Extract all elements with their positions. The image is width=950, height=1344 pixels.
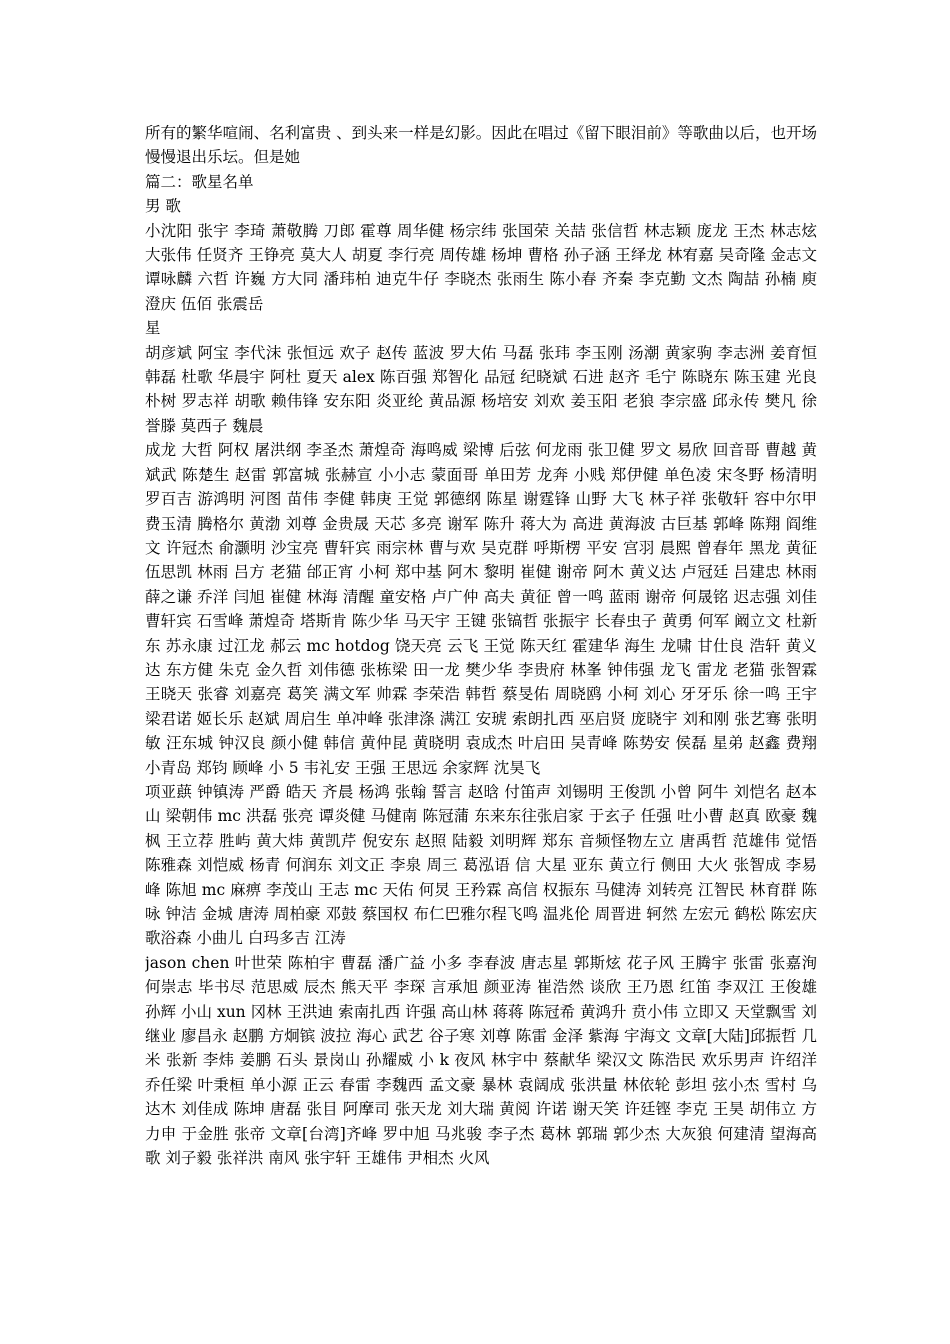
singer-list-paragraph-3: 成龙 大哲 阿权 屠洪纲 李圣杰 萧煌奇 海鸣威 梁博 后弦 何龙雨 张卫健 罗文 易欣 回音哥 曹越 黄斌武 陈楚生 赵雷 郭富城 张赫宣 小小志 蒙面哥 单田芳 龙奔 小贱 郑伊健 单色凌 宋冬野 杨清明 罗百吉 游鸿明 河图 苗伟 李健 韩庚 王觉 郭德纲 陈星 谢霆锋 山野 大飞 林子祥 张敬轩 容中尔甲费玉清 腾格尔 黄渤 刘尊 金贵晟 天芯 多亮 谢军 陈升 蒋大为 高进 黄海波 古巨基 郭峰 陈翔 阎维文 许冠杰 俞灏明 沙宝亮 曹轩宾 雨宗林 曹与欢 吴克群 呼斯楞 平安 宫羽 晨熙 曾春年 黑龙 黄征 伍思凯 林雨 吕方 老猫 邰正宵 小柯 郑中基 阿木 黎明 崔健 谢帝 阿木 黄义达 卢冠廷 吕建忠 林雨 薛之谦 乔洋 闫旭 崔健 林海 清醒 童安格 卢广仲 高夫 黄征 曾一鸣 蓝雨 谢帝 何晟铭 迟志强 刘佳 曹轩宾 石雪峰 萧煌奇 塔斯肯 陈少华 马天宇 王键 张镐哲 张振宇 长春虫子 黄勇 何军 阚立文 杜新东 苏永康 过江龙 郝云 mc hotdog 饶天亮 云飞 王觉 陈天红 霍建华 海生 龙啸 甘仕良 浩轩 黄义达 东方健 朱克 金久哲 刘伟德 张栋梁 田一龙 樊少华 李贵府 林峯 钟伟强 龙飞 雷龙 老猫 张智霖 王晓天 张睿 刘嘉亮 葛笑 满文军 帅霖 李荣浩 韩哲 蔡旻佑 周晓鸥 小柯 刘心 牙牙乐 徐一鸣 王宇 梁君诺 姬长乐 赵斌 周启生 单冲峰 张津涤 满江 安琥 索朗扎西 巫启贤 庞晓宇 刘和刚 张艺骞 张明敏 汪东城 钟汉良 颜小健 韩信 黄仲昆 黄晓明 袁成杰 叶启田 吴青峰 陈势安 侯磊 星弟 赵鑫 费翔 小青岛 郑钧 顾峰 小 5 韦礼安 王强 王思远 余家辉 沈昊飞 [145,441,817,777]
singer-list-paragraph-2: 胡彦斌 阿宝 李代沫 张恒远 欢子 赵传 蓝波 罗大佑 马磊 张玮 李玉刚 汤潮 黄家驹 李志洲 姜育恒 韩磊 杜歌 华晨宇 阿杜 夏天 alex 陈百强 郑智化 品冠 纪晓斌 石进 赵齐 毛宁 陈晓东 陈玉建 光良 朴树 罗志祥 胡歌 赖伟锋 安东阳 炎亚纶 黄品源 杨培安 刘欢 姜玉阳 老狼 李宗盛 邱永传 樊凡 徐誉滕 莫西子 魏晨 [145,343,817,435]
singer-list-paragraph-1: 小沈阳 张宇 李琦 萧敬腾 刀郎 霍尊 周华健 杨宗纬 张国荣 关喆 张信哲 林志颖 庞龙 王杰 林志炫 大张伟 任贤齐 王铮亮 莫大人 胡夏 李行亮 周传雄 杨坤 曹格 孙子涵 王绎龙 林宥嘉 吴奇隆 金志文 谭咏麟 六哲 许巍 方大同 潘玮柏 迪克牛仔 李晓杰 张雨生 陈小春 齐秦 李克勤 文杰 陶喆 孙楠 庾澄庆 伍佰 张震岳 [145,221,817,313]
star-heading: 星 [145,319,161,338]
section-heading: 篇二：歌星名单 [145,172,254,191]
singer-list-paragraph-5: jason chen 叶世荣 陈柏宇 曹磊 潘广益 小多 李春波 唐志星 郭斯炫 花子风 王腾宇 张雷 张嘉洵 何崇志 毕书尽 范思威 辰杰 熊天平 李琛 言承旭 颜亚涛 崔浩然 谈欣 王乃恩 红笛 李双江 王俊雄 孙辉 小山 xun 冈林 王洪迪 索南扎西 许强 高山林 蒋蒋 陈冠希 黄鸿升 贲小伟 立即又 天堂飘雪 刘继业 廖昌永 赵鹏 方炯镔 波拉 海心 武艺 谷子寒 刘尊 陈雷 金泽 紫海 宇海文 文章[大陆]邱振哲 几米 张新 李炜 姜鹏 石头 景岗山 孙耀威 小 k 夜风 林宇中 蔡献华 梁汉文 陈浩民 欢乐男声 许绍洋 乔任梁 叶秉桓 单小源 正云 春雷 李魏西 孟文豪 暴林 袁阔成 张洪量 林依轮 彭坦 弦小杰 雪村 乌达木 刘佳成 陈坤 唐磊 张目 阿摩司 张天龙 刘大瑞 黄阅 许诺 谢天笑 许廷铿 李克 王昊 胡伟立 方力申 于金胜 张帝 文章[台湾]齐峰 罗中旭 马兆骏 李子杰 葛林 郭瑞 郭少杰 大灰狼 何建清 望海高歌 刘子毅 张祥洪 南风 张宇轩 王雄伟 尹相杰 火风 [145,953,817,1168]
intro-paragraph: 所有的繁华喧闹、名利富贵 、到头来一样是幻影。因此在唱过《留下眼泪前》等歌曲以后，也开场慢慢退出乐坛。但是她 [145,124,817,167]
male-singers-heading: 男 歌 [145,197,181,216]
singer-list-paragraph-4: 项亚蕻 钟镇涛 严爵 皓天 齐晨 杨鸿 张翰 誓言 赵晗 付笛声 刘锡明 王俊凯 小曾 阿牛 刘恺名 赵本山 梁朝伟 mc 洪磊 张亮 谭炎健 马健南 陈冠蒲 东来东往张启家 于玄子 任强 吐小曹 赵真 欧豪 魏枫 王立荐 胜屿 黄大炜 黄凯芹 倪安东 赵照 陆毅 刘明辉 郑东 音频怪物左立 唐禹哲 范雄伟 觉悟 陈雅森 刘恺威 杨青 何润东 刘文正 李泉 周三 葛泓语 信 大星 亚东 黄立行 侧田 大火 张智成 李易峰 陈旭 mc 麻痹 李茂山 王志 mc 天佑 何炅 王矜霖 高信 权振东 马健涛 刘转亮 江智民 林育群 陈咏 钟洁 金城 唐涛 周柏豪 邓鼓 蔡国权 布仁巴雅尔程飞鸣 温兆伦 周晋进 轲然 左宏元 鹤松 陈宏庆 歌浴森 小曲儿 白玛多吉 江涛 [145,782,817,948]
document-page [145,121,817,1321]
